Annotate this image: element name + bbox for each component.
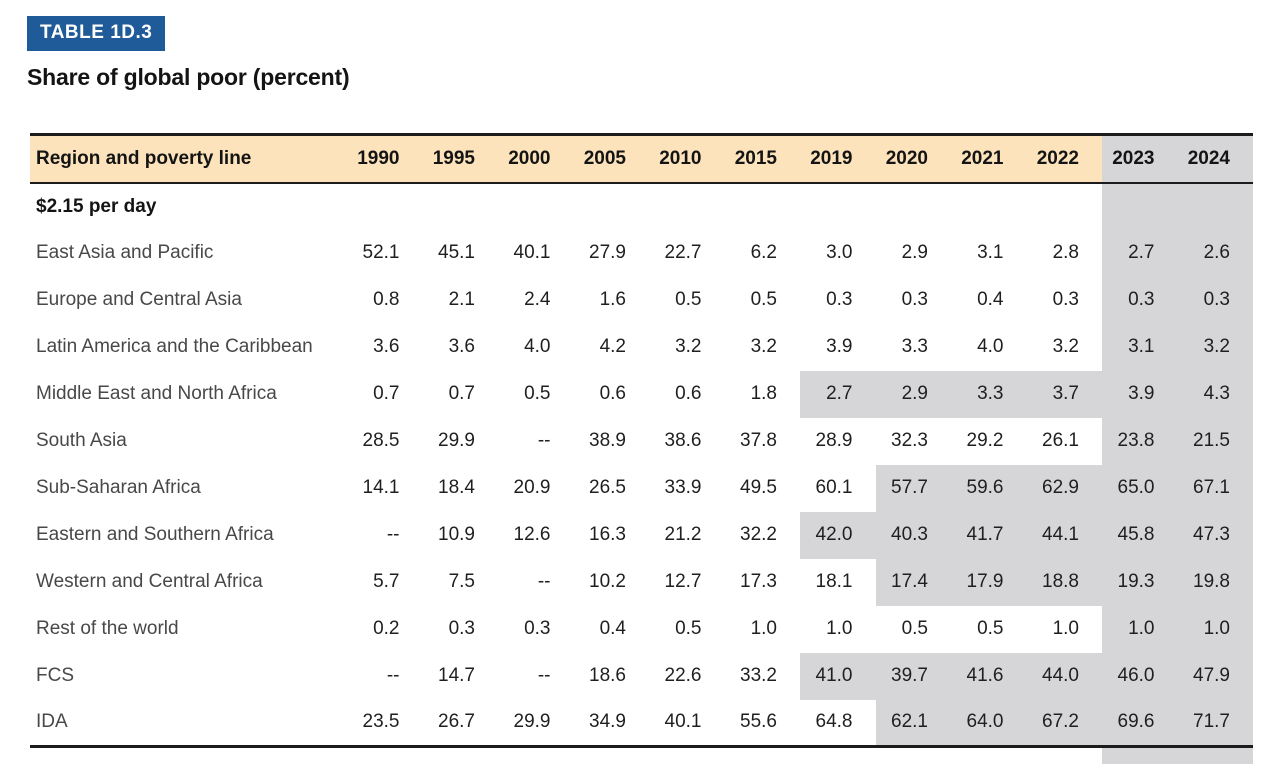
- column-header-2010: 2010: [649, 135, 725, 183]
- column-header-1995: 1995: [423, 135, 499, 183]
- row-label: Eastern and Southern Africa: [36, 524, 274, 545]
- section-empty-cell: [423, 183, 499, 230]
- value-cell: 0.2: [373, 618, 400, 639]
- value-cell: 2.4: [524, 289, 551, 310]
- value-cell: 0.3: [1102, 277, 1178, 324]
- value-cell: 67.1: [1178, 465, 1254, 512]
- section-empty-cell: [800, 183, 876, 230]
- value-cell: 23.8: [1102, 418, 1178, 465]
- section-header-label: $2.15 per day: [36, 195, 157, 217]
- value-cell: 22.6: [664, 665, 702, 686]
- value-cell: 41.0: [800, 653, 876, 700]
- value-cell: 29.2: [966, 430, 1004, 451]
- value-cell: 0.3: [524, 618, 551, 639]
- table-row: [30, 324, 1253, 371]
- value-cell: 52.1: [362, 242, 400, 263]
- value-cell: 23.5: [362, 711, 400, 733]
- value-cell: 3.2: [750, 336, 777, 357]
- value-cell: 10.2: [589, 571, 626, 592]
- value-cell: 0.5: [524, 383, 551, 404]
- section-empty-cell: [498, 183, 574, 230]
- value-cell: 3.2: [1178, 324, 1254, 371]
- section-empty-cell: [347, 183, 423, 230]
- column-header-2019: 2019: [800, 135, 876, 183]
- table-row: [30, 700, 1253, 747]
- value-cell: 1.0: [826, 618, 853, 639]
- table-number-badge: TABLE 1D.3: [27, 16, 165, 51]
- row-label: IDA: [36, 711, 68, 733]
- column-header-2021: 2021: [951, 135, 1027, 183]
- value-cell: 1.0: [750, 618, 777, 639]
- section-empty-cell: [876, 183, 952, 230]
- value-cell: 0.7: [448, 383, 475, 404]
- value-cell: --: [537, 571, 551, 592]
- value-cell: 0.5: [750, 289, 777, 310]
- value-cell: 17.3: [740, 571, 777, 592]
- value-cell: 3.1: [977, 242, 1004, 263]
- value-cell: 57.7: [876, 465, 952, 512]
- value-cell: 19.8: [1178, 559, 1254, 606]
- value-cell: 2.8: [1052, 242, 1079, 263]
- table-row: [30, 230, 1253, 277]
- value-cell: 40.1: [513, 242, 551, 263]
- value-cell: 71.7: [1178, 700, 1254, 747]
- value-cell: 10.9: [438, 524, 475, 545]
- row-label: Sub-Saharan Africa: [36, 477, 201, 498]
- value-cell: 0.3: [448, 618, 475, 639]
- value-cell: 28.9: [815, 430, 853, 451]
- value-cell: 4.3: [1178, 371, 1254, 418]
- value-cell: 18.6: [589, 665, 626, 686]
- value-cell: 41.6: [951, 653, 1027, 700]
- value-cell: 3.6: [373, 336, 400, 357]
- value-cell: 33.2: [740, 665, 777, 686]
- value-cell: 1.0: [1052, 618, 1079, 639]
- row-label: Western and Central Africa: [36, 571, 263, 592]
- value-cell: 0.6: [599, 383, 626, 404]
- value-cell: 40.3: [876, 512, 952, 559]
- value-cell: 2.7: [800, 371, 876, 418]
- value-cell: 38.9: [589, 430, 626, 451]
- value-cell: 17.4: [876, 559, 952, 606]
- value-cell: 59.6: [951, 465, 1027, 512]
- value-cell: 41.7: [951, 512, 1027, 559]
- value-cell: 1.8: [750, 383, 777, 404]
- value-cell: 69.6: [1102, 700, 1178, 747]
- value-cell: 0.3: [1052, 289, 1079, 310]
- value-cell: 26.5: [589, 477, 626, 498]
- value-cell: 37.8: [740, 430, 777, 451]
- section-empty-cell: [951, 183, 1027, 230]
- value-cell: 55.6: [740, 711, 777, 733]
- value-cell: 1.6: [599, 289, 626, 310]
- value-cell: 2.9: [901, 242, 928, 263]
- value-cell: 3.2: [1052, 336, 1079, 357]
- value-cell: 18.1: [815, 571, 853, 592]
- value-cell: 32.3: [891, 430, 928, 451]
- table-row: [30, 653, 1253, 700]
- section-empty-cell: [1027, 183, 1103, 230]
- value-cell: 28.5: [362, 430, 400, 451]
- table-body: [30, 183, 1253, 747]
- value-cell: 49.5: [740, 477, 777, 498]
- share-of-global-poor-table: [30, 133, 1253, 748]
- value-cell: 4.0: [977, 336, 1004, 357]
- value-cell: 45.1: [438, 242, 475, 263]
- value-cell: 67.2: [1027, 700, 1103, 747]
- row-label: Rest of the world: [36, 618, 179, 639]
- value-cell: 3.9: [1102, 371, 1178, 418]
- value-cell: 40.1: [664, 711, 702, 733]
- value-cell: 14.1: [362, 477, 400, 498]
- value-cell: 4.2: [599, 336, 626, 357]
- value-cell: 14.7: [438, 665, 475, 686]
- value-cell: 0.6: [675, 383, 702, 404]
- value-cell: --: [537, 430, 551, 451]
- column-header-2023: 2023: [1102, 135, 1178, 183]
- value-cell: 3.6: [448, 336, 475, 357]
- value-cell: 46.0: [1102, 653, 1178, 700]
- value-cell: 42.0: [800, 512, 876, 559]
- value-cell: 33.9: [664, 477, 702, 498]
- value-cell: --: [537, 665, 551, 686]
- section-empty-cell: [725, 183, 801, 230]
- value-cell: 2.6: [1178, 230, 1254, 277]
- section-empty-cell: [649, 183, 725, 230]
- column-header-2024: 2024: [1178, 135, 1254, 183]
- value-cell: 39.7: [876, 653, 952, 700]
- column-header-2005: 2005: [574, 135, 650, 183]
- value-cell: 21.2: [664, 524, 702, 545]
- value-cell: 19.3: [1102, 559, 1178, 606]
- value-cell: 26.7: [438, 711, 475, 733]
- value-cell: 0.5: [675, 289, 702, 310]
- row-label: Latin America and the Caribbean: [36, 336, 313, 357]
- value-cell: 62.1: [876, 700, 952, 747]
- value-cell: 0.8: [373, 289, 400, 310]
- table-row: [30, 277, 1253, 324]
- value-cell: 21.5: [1178, 418, 1254, 465]
- column-header-2022: 2022: [1027, 135, 1103, 183]
- value-cell: 3.3: [901, 336, 928, 357]
- value-cell: --: [386, 524, 400, 545]
- table-row: [30, 606, 1253, 653]
- value-cell: 0.5: [977, 618, 1004, 639]
- column-header-1990: 1990: [347, 135, 423, 183]
- value-cell: 1.0: [1102, 606, 1178, 653]
- table-row: [30, 371, 1253, 418]
- value-cell: 32.2: [740, 524, 777, 545]
- value-cell: 29.9: [438, 430, 475, 451]
- table-row: [30, 512, 1253, 559]
- value-cell: 0.4: [977, 289, 1004, 310]
- value-cell: 22.7: [664, 242, 702, 263]
- value-cell: 5.7: [373, 571, 400, 592]
- section-empty-cell: [1178, 183, 1254, 230]
- value-cell: 4.0: [524, 336, 551, 357]
- value-cell: 2.1: [448, 289, 475, 310]
- value-cell: 1.0: [1178, 606, 1254, 653]
- value-cell: --: [386, 665, 400, 686]
- row-label: FCS: [36, 665, 74, 686]
- table-row: [30, 559, 1253, 606]
- forecast-columns-shading-tail: [1102, 748, 1253, 764]
- value-cell: 3.2: [675, 336, 702, 357]
- value-cell: 44.0: [1027, 653, 1103, 700]
- row-label: East Asia and Pacific: [36, 242, 214, 263]
- value-cell: 2.7: [1102, 230, 1178, 277]
- value-cell: 29.9: [513, 711, 551, 733]
- value-cell: 3.9: [826, 336, 853, 357]
- value-cell: 3.7: [1027, 371, 1103, 418]
- value-cell: 12.6: [513, 524, 551, 545]
- row-label: South Asia: [36, 430, 127, 451]
- value-cell: 64.8: [815, 711, 853, 733]
- column-header-2000: 2000: [498, 135, 574, 183]
- value-cell: 65.0: [1102, 465, 1178, 512]
- value-cell: 6.2: [750, 242, 777, 263]
- row-label: Europe and Central Asia: [36, 289, 242, 310]
- value-cell: 20.9: [513, 477, 551, 498]
- value-cell: 47.9: [1178, 653, 1254, 700]
- table-row: [30, 418, 1253, 465]
- value-cell: 47.3: [1178, 512, 1254, 559]
- value-cell: 38.6: [664, 430, 702, 451]
- value-cell: 27.9: [589, 242, 626, 263]
- value-cell: 0.4: [599, 618, 626, 639]
- value-cell: 3.1: [1102, 324, 1178, 371]
- value-cell: 0.3: [1178, 277, 1254, 324]
- table-title: Share of global poor (percent): [27, 64, 350, 90]
- value-cell: 2.9: [876, 371, 952, 418]
- value-cell: 0.3: [901, 289, 928, 310]
- value-cell: 16.3: [589, 524, 626, 545]
- table-row: [30, 465, 1253, 512]
- section-empty-cell: [574, 183, 650, 230]
- value-cell: 0.7: [373, 383, 400, 404]
- column-header-2015: 2015: [725, 135, 801, 183]
- value-cell: 44.1: [1027, 512, 1103, 559]
- value-cell: 17.9: [951, 559, 1027, 606]
- column-header-region: Region and poverty line: [30, 135, 347, 183]
- value-cell: 60.1: [815, 477, 853, 498]
- value-cell: 45.8: [1102, 512, 1178, 559]
- value-cell: 64.0: [951, 700, 1027, 747]
- value-cell: 34.9: [589, 711, 626, 733]
- value-cell: 0.5: [901, 618, 928, 639]
- value-cell: 62.9: [1027, 465, 1103, 512]
- value-cell: 0.3: [826, 289, 853, 310]
- value-cell: 26.1: [1042, 430, 1079, 451]
- value-cell: 7.5: [448, 571, 475, 592]
- value-cell: 18.8: [1027, 559, 1103, 606]
- value-cell: 12.7: [664, 571, 702, 592]
- section-header-row: [30, 183, 1253, 230]
- column-header-2020: 2020: [876, 135, 952, 183]
- table-container: [30, 133, 1253, 748]
- value-cell: 0.5: [675, 618, 702, 639]
- section-empty-cell: [1102, 183, 1178, 230]
- value-cell: 18.4: [438, 477, 475, 498]
- row-label: Middle East and North Africa: [36, 383, 277, 404]
- table-header-row: [30, 135, 1253, 183]
- value-cell: 3.0: [826, 242, 853, 263]
- value-cell: 3.3: [951, 371, 1027, 418]
